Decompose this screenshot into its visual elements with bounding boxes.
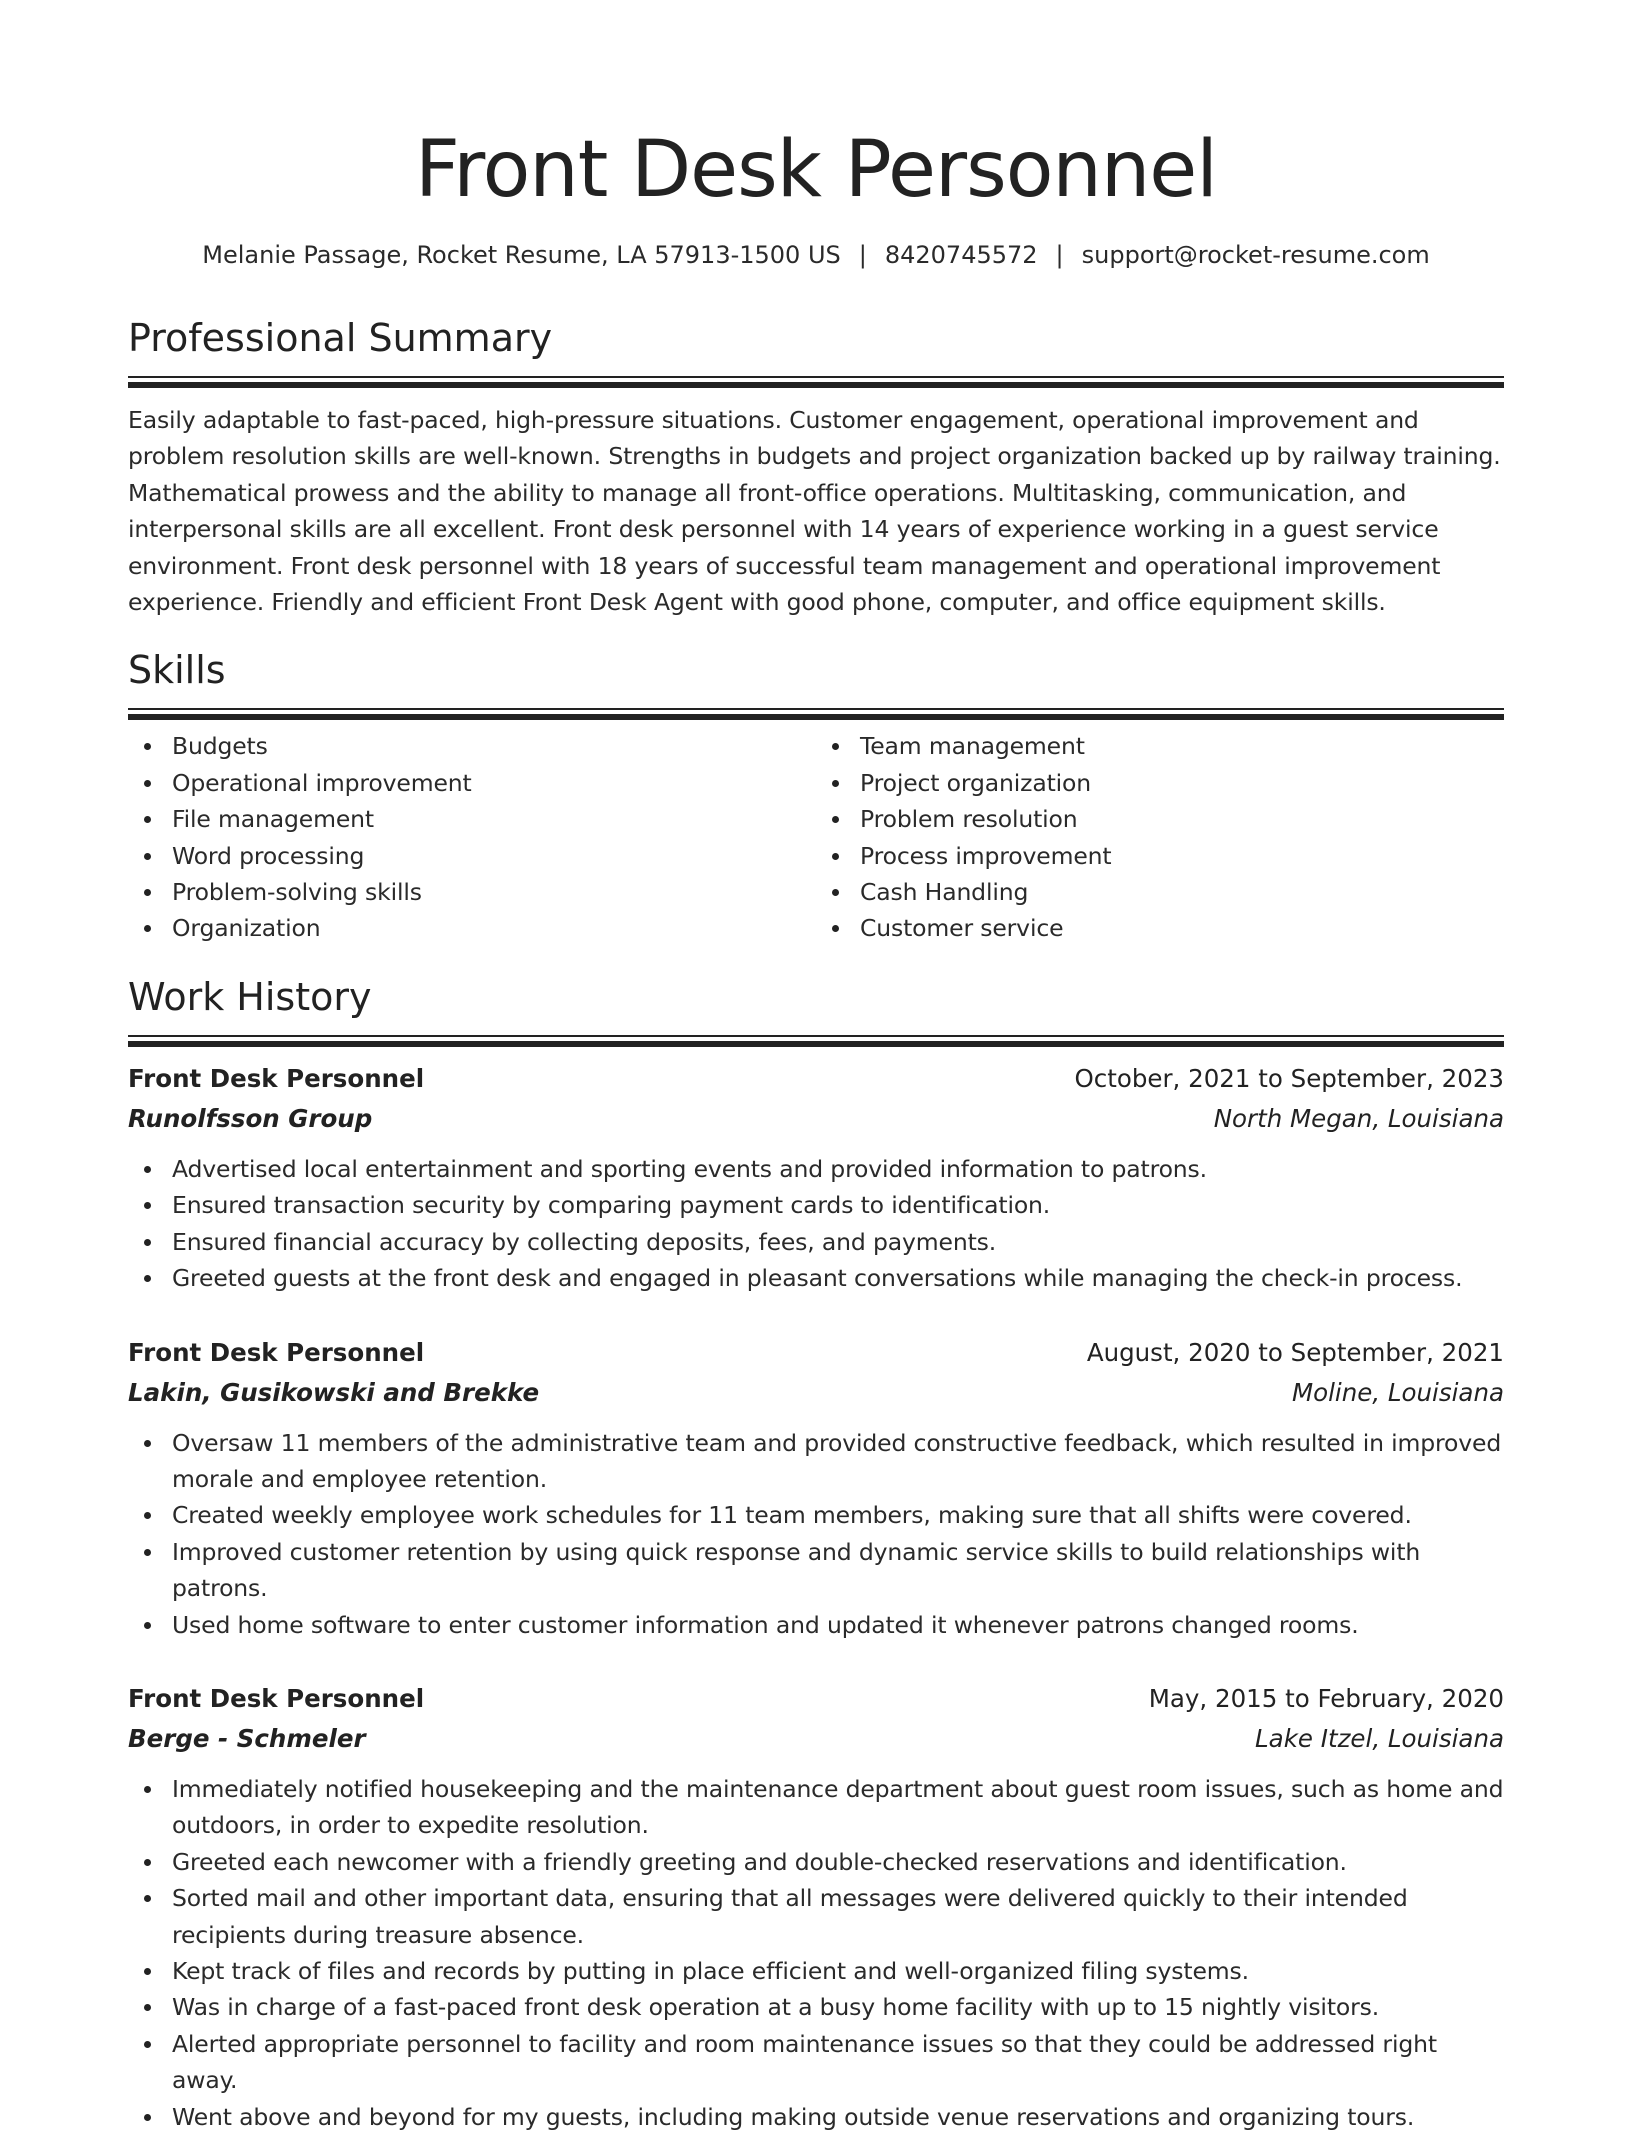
job-duty: Used home software to enter customer information and updated it whenever patrons changed rooms. <box>172 1607 1504 1643</box>
job-header <box>128 1059 1504 1099</box>
job-duty: Ensured financial accuracy by collecting deposits, fees, and payments. <box>172 1224 1504 1260</box>
skill-item: File management <box>172 801 816 837</box>
skills-section <box>128 646 1504 946</box>
section-title-summary: Professional Summary <box>128 316 553 360</box>
contact-phone: 8420745572 <box>884 241 1038 269</box>
job-duty: Greeted guests at the front desk and engaged in pleasant conversations while managing the check-in process. <box>172 1260 1504 1296</box>
contact-separator: | <box>858 241 867 269</box>
job-subheader <box>128 1719 1504 1759</box>
job-dates: August, 2020 to September, 2021 <box>1086 1337 1504 1367</box>
skill-item: Problem resolution <box>860 801 1504 837</box>
job-title: Front Desk Personnel <box>128 1063 425 1093</box>
job-location: Moline, Louisiana <box>1291 1377 1504 1407</box>
job-subheader <box>128 1373 1504 1413</box>
skills-list-right <box>816 728 1504 946</box>
skill-item: Process improvement <box>860 838 1504 874</box>
skill-item: Problem-solving skills <box>172 874 816 910</box>
job-duty: Went above and beyond for my guests, including making outside venue reservations and organizing tours. <box>172 2099 1504 2135</box>
skill-item: Team management <box>860 728 1504 764</box>
section-divider <box>128 376 1504 378</box>
job-subheader <box>128 1099 1504 1139</box>
job-duty: Advertised local entertainment and sporting events and provided information to patrons. <box>172 1151 1504 1187</box>
job-dates: October, 2021 to September, 2023 <box>1074 1063 1504 1093</box>
job-duty: Alerted appropriate personnel to facility and room maintenance issues so that they could be addressed right away. <box>172 2026 1504 2099</box>
resume-name: Front Desk Personnel <box>415 125 1217 215</box>
skills-list-left <box>128 728 816 946</box>
job-company: Berge - Schmeler <box>128 1723 366 1753</box>
job-duty: Improved customer retention by using quick response and dynamic service skills to build relationships with patrons. <box>172 1534 1504 1607</box>
skill-item: Project organization <box>860 765 1504 801</box>
job-duty: Greeted each newcomer with a friendly greeting and double-checked reservations and identification. <box>172 1844 1504 1880</box>
skills-columns <box>128 728 1504 946</box>
job-company: Runolfsson Group <box>128 1103 373 1133</box>
summary-text: Easily adaptable to fast-paced, high-pressure situations. Customer engagement, operational improvement and problem resolution skills are well-known. Strengths in budgets and project organization backed up by railway training. Mathematical prowess and the ability to manage all front-office operations. Multitasking, communication, and interpersonal skills are all excellent. Front desk personnel with 14 years of experience working in a guest service environment. Front desk personnel with 18 years of successful team management and operational improvement experience. Friendly and efficient Front Desk Agent with good phone, computer, and office equipment skills. <box>128 406 1501 617</box>
skill-item: Cash Handling <box>860 874 1504 910</box>
skill-item: Word processing <box>172 838 816 874</box>
job-duty: Kept track of files and records by putting in place efficient and well-organized filing systems. <box>172 1953 1504 1989</box>
job-title: Front Desk Personnel <box>128 1337 425 1367</box>
job-entry <box>128 1059 1504 1297</box>
skill-item: Operational improvement <box>172 765 816 801</box>
work-history-section <box>128 973 1504 2135</box>
job-entry <box>128 1679 1504 2135</box>
skill-item: Customer service <box>860 910 1504 946</box>
contact-email[interactable]: support@rocket-resume.com <box>1081 241 1430 269</box>
job-duty: Oversaw 11 members of the administrative team and provided constructive feedback, which resulted in improved morale and employee retention. <box>172 1425 1504 1498</box>
job-header <box>128 1333 1504 1373</box>
professional-summary-section <box>128 314 1504 620</box>
job-location: North Megan, Louisiana <box>1213 1103 1504 1133</box>
job-duties-list <box>128 1151 1504 1297</box>
job-duty: Ensured transaction security by comparing payment cards to identification. <box>172 1187 1504 1223</box>
section-divider <box>128 1035 1504 1037</box>
contact-address: Melanie Passage, Rocket Resume, LA 57913-1500 US <box>202 241 841 269</box>
job-dates: May, 2015 to February, 2020 <box>1148 1683 1504 1713</box>
job-title: Front Desk Personnel <box>128 1683 425 1713</box>
contact-separator: | <box>1055 241 1064 269</box>
skill-item: Organization <box>172 910 816 946</box>
job-entry <box>128 1333 1504 1643</box>
job-duties-list <box>128 1425 1504 1643</box>
job-duty: Immediately notified housekeeping and the maintenance department about guest room issues, such as home and outdoors, in order to expedite resolution. <box>172 1771 1504 1844</box>
job-company: Lakin, Gusikowski and Brekke <box>128 1377 540 1407</box>
resume-page <box>128 0 1504 2135</box>
section-title-skills: Skills <box>128 648 226 693</box>
job-duty: Was in charge of a fast-paced front desk operation at a busy home facility with up to 15 nightly visitors. <box>172 1989 1504 2025</box>
job-duty: Sorted mail and other important data, ensuring that all messages were delivered quickly to their intended recipients during treasure absence. <box>172 1880 1504 1953</box>
job-duties-list <box>128 1771 1504 2135</box>
section-title-work: Work History <box>128 974 372 1019</box>
job-location: Lake Itzel, Louisiana <box>1255 1723 1504 1753</box>
job-duty: Created weekly employee work schedules for 11 team members, making sure that all shifts were covered. <box>172 1497 1504 1533</box>
job-header <box>128 1679 1504 1719</box>
skill-item: Budgets <box>172 728 816 764</box>
contact-line <box>128 238 1504 272</box>
section-divider <box>128 708 1504 710</box>
